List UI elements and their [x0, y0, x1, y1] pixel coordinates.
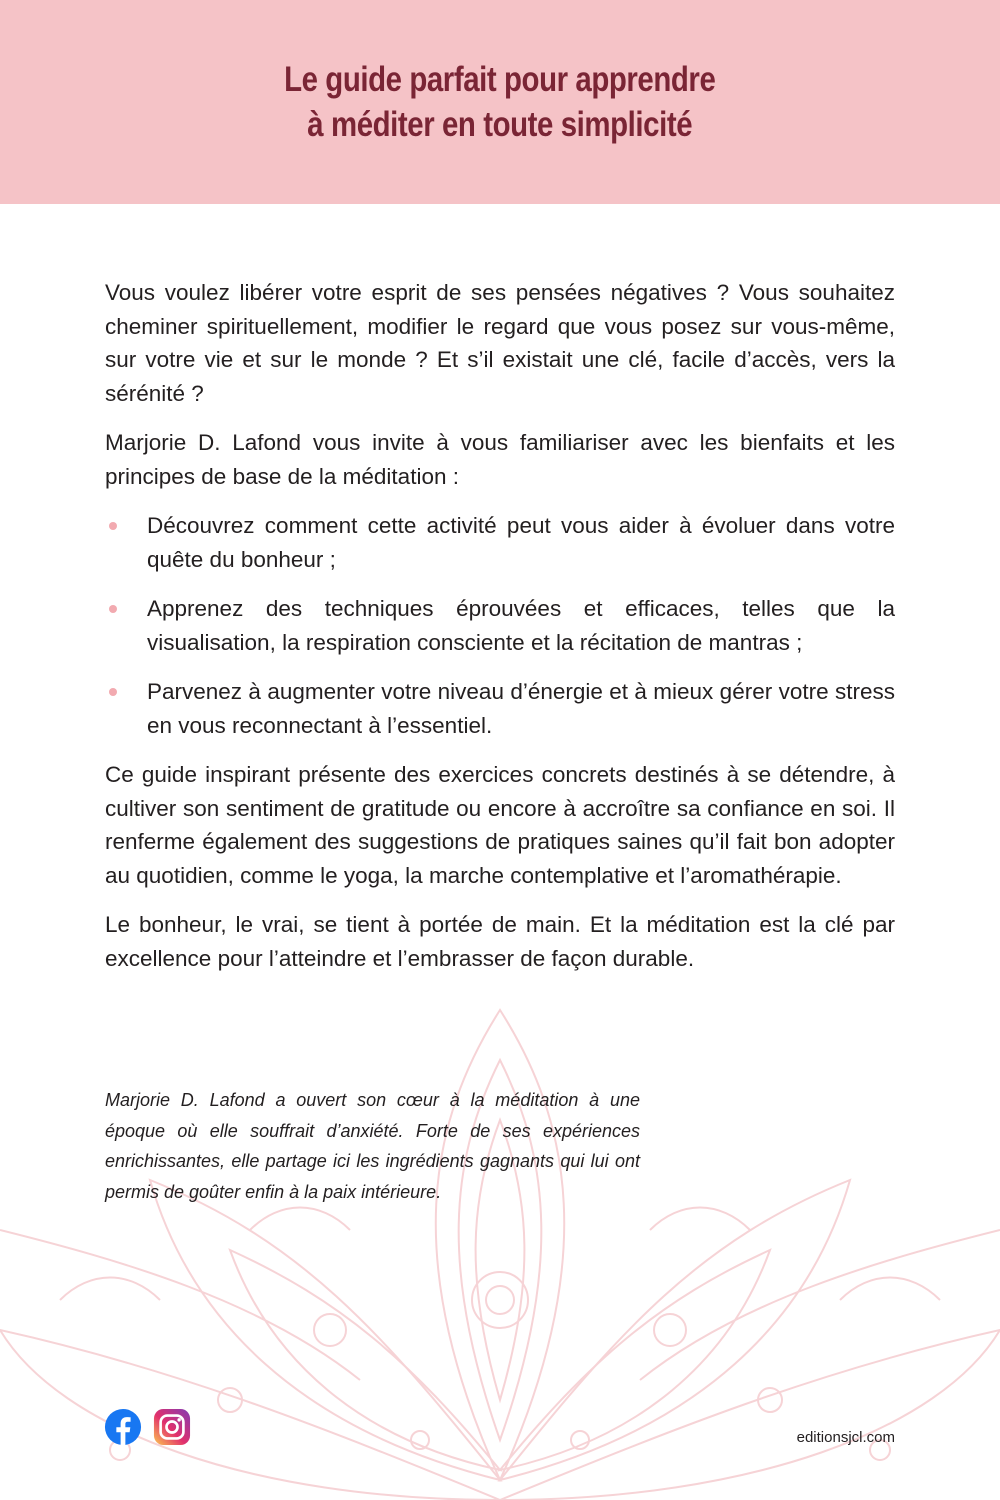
list-item [105, 509, 895, 576]
page-title [284, 57, 715, 147]
guide-paragraph: Ce guide inspirant présente des exercices concrets destinés à se détendre, à cultiver son sentiment de gratitude ou encore à accroître sa confiance en soi. Il renferme également des suggestions de pratiques saines qu’il fait bon adopter au quotidien, comme le yoga, la marche contemplative et l’aromathérapie. [105, 762, 895, 888]
bullet-text: Parvenez à augmenter votre niveau d’énergie et à mieux gérer votre stress en vous reconnectant à l’essentiel. [147, 679, 895, 738]
title-line-2: à méditer en toute simplicité [307, 105, 693, 144]
bullet-text: Apprenez des techniques éprouvées et efficaces, telles que la visualisation, la respiration consciente et la récitation de mantras ; [147, 596, 895, 655]
list-item [105, 675, 895, 742]
bullet-dot [109, 522, 117, 530]
title-line-1: Le guide parfait pour apprendre [284, 60, 716, 99]
bullet-dot [109, 605, 117, 613]
bullet-list [105, 509, 895, 742]
instagram-icon[interactable] [153, 1408, 191, 1446]
bullet-text: Découvrez comment cette activité peut vous aider à évoluer dans votre quête du bonheur ; [147, 513, 895, 572]
social-links [104, 1408, 191, 1446]
bullet-dot [109, 688, 117, 696]
website-link[interactable]: editionsjcl.com [796, 1429, 895, 1446]
facebook-icon[interactable] [104, 1408, 142, 1446]
author-bio: Marjorie D. Lafond a ouvert son cœur à la méditation à une époque où elle souffrait d’anxiété. Forte de ses expériences enrichissantes, elle partage ici les ingrédients gagnants qui lui ont permis de goûter enfin à la paix intérieure. [105, 1090, 640, 1202]
main-content [105, 276, 895, 991]
intro-paragraph: Vous voulez libérer votre esprit de ses pensées négatives ? Vous souhaitez cheminer spirituellement, modifier le regard que vous posez sur vous-même, sur votre vie et sur le monde ? Et s’il existait une clé, facile d’accès, vers la sérénité ? [105, 280, 895, 406]
closing-paragraph: Le bonheur, le vrai, se tient à portée de main. Et la méditation est la clé par excellence pour l’atteindre et l’embrasser de façon durable. [105, 912, 895, 971]
author-invite-paragraph: Marjorie D. Lafond vous invite à vous familiariser avec les bienfaits et les principes de base de la méditation : [105, 430, 895, 489]
list-item [105, 592, 895, 659]
header-band [0, 0, 1000, 204]
